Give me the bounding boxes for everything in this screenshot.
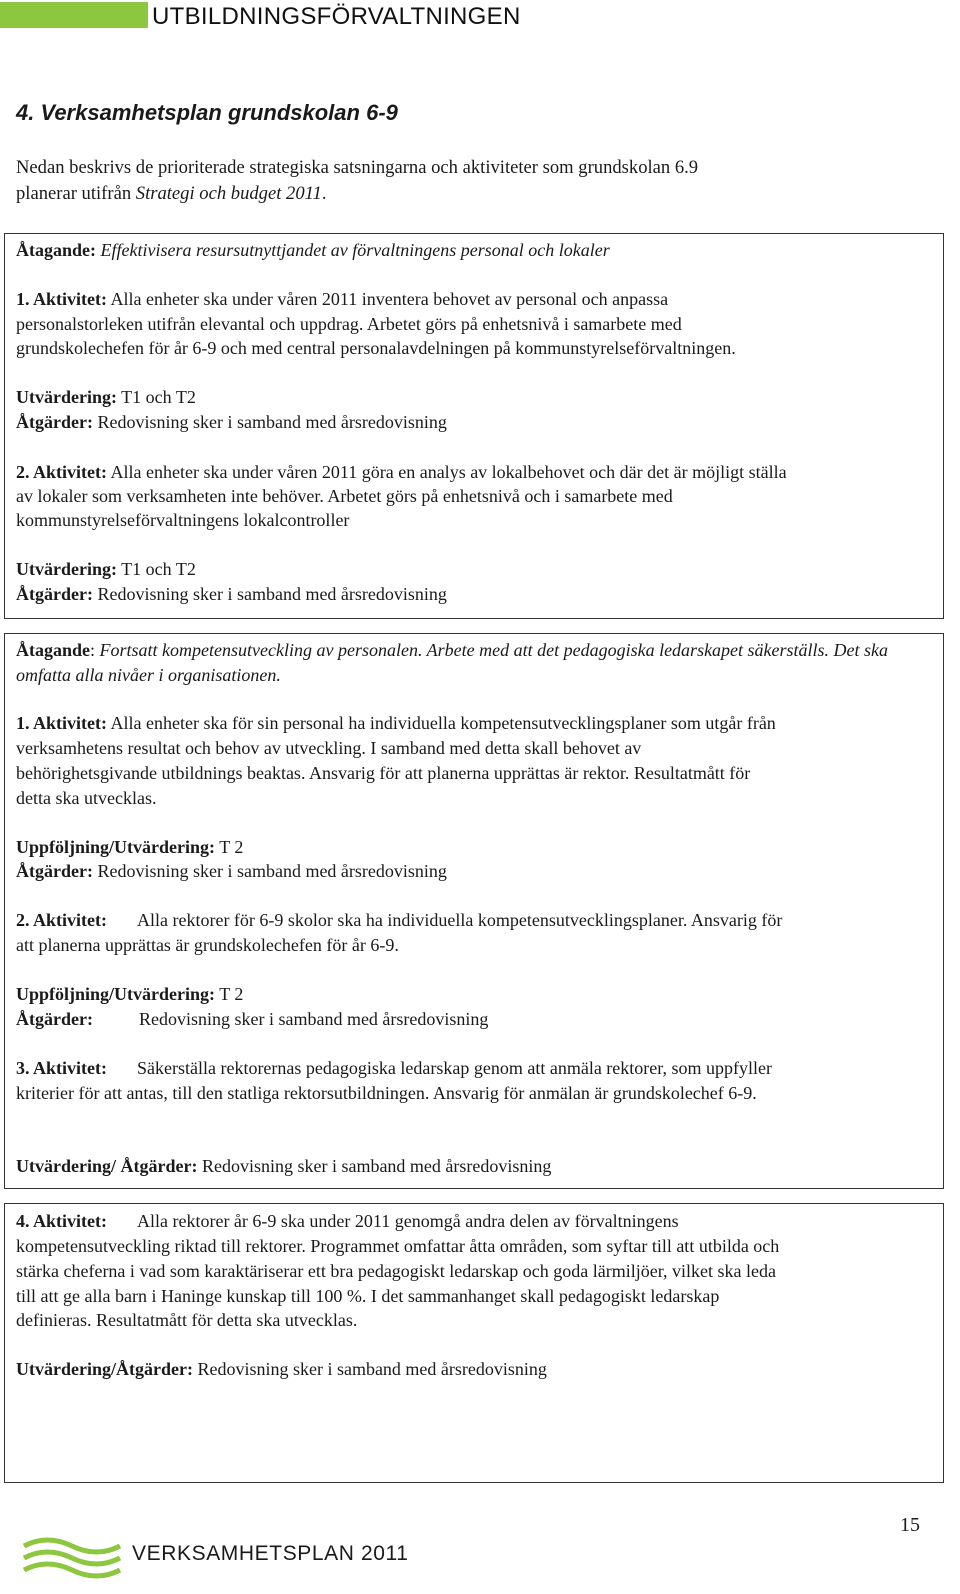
s2-activity-3: 3. Aktivitet: Säkerställa rektorernas pedagogiska ledarskap genom att anmäla rektorer, som uppfyller [16, 1058, 773, 1078]
s2-activity-1-line-4: detta ska utvecklas. [16, 788, 157, 808]
s1-activity-2-evaluation: Utvärdering: T1 och T2 [16, 559, 196, 579]
s2-activity-3-evaluation: Utvärdering/ Åtgärder: Redovisning sker i samband med årsredovisning [16, 1156, 552, 1176]
s2-activity-1: 1. Aktivitet: Alla enheter ska för sin personal ha individuella kompetensutvecklingsplaner som utgår från [16, 713, 776, 733]
s1-activity-2-line-2: av lokaler som verksamheten inte behöver. Arbetet görs på enhetsnivå och i samarbete med [16, 486, 673, 506]
s2-activity-3-line-2: kriterier för att antas, till den statliga rektorsutbildningen. Ansvarig för anmälan är grundskolechef 6-9. [16, 1083, 757, 1103]
s1-activity-1-evaluation: Utvärdering: T1 och T2 [16, 387, 196, 407]
s2-activity-1-line-3: behörighetsgivande utbildnings beaktas. Ansvarig för att planerna upprättas är rektor. Resultatmått för [16, 763, 751, 783]
s1-activity-2-actions: Åtgärder: Redovisning sker i samband med årsredovisning [16, 584, 447, 604]
s1-activity-2-line-3: kommunstyrelseförvaltningens lokalcontroller [16, 510, 350, 530]
header-green-bar [0, 2, 148, 28]
page-heading: 4. Verksamhetsplan grundskolan 6-9 [16, 100, 398, 125]
s1-activity-1-line-3: grundskolechefen för år 6-9 och med central personalavdelningen på kommunstyrelseförvaltningen. [16, 338, 736, 358]
commitment-1: Åtagande: Effektivisera resursutnyttjandet av förvaltningens personal och lokaler [16, 240, 610, 260]
intro-line-2: planerar utifrån Strategi och budget 2011. [16, 183, 327, 204]
s2-activity-1-actions: Åtgärder: Redovisning sker i samband med årsredovisning [16, 861, 447, 881]
s1-activity-1-actions: Åtgärder: Redovisning sker i samband med årsredovisning [16, 412, 447, 432]
intro-line-1: Nedan beskrivs de prioriterade strategiska satsningarna och aktiviteter som grundskolan 6.9 [16, 157, 699, 178]
s3-activity-4-line-4: till att ge alla barn i Haninge kunskap till 100 %. I det sammanhanget skall pedagogiskt ledarskap [16, 1286, 720, 1306]
s3-activity-4: 4. Aktivitet: Alla rektorer år 6-9 ska under 2011 genomgå andra delen av förvaltningens [16, 1211, 679, 1231]
commitment-2-line-2: omfatta alla nivåer i organisationen. [16, 665, 281, 685]
s3-activity-4-line-3: stärka cheferna i vad som karaktäriserar ett bra pedagogiskt ledarskap och goda lärmiljöer, vilket ska leda [16, 1261, 776, 1281]
s3-activity-4-evaluation: Utvärdering/Åtgärder: Redovisning sker i samband med årsredovisning [16, 1359, 547, 1379]
footer-title: VERKSAMHETSPLAN 2011 [132, 1542, 409, 1565]
haninge-logo-icon [22, 1532, 122, 1582]
s2-activity-2-actions: Åtgärder: Redovisning sker i samband med årsredovisning [16, 1009, 489, 1029]
s2-activity-1-evaluation: Uppföljning/Utvärdering: T 2 [16, 837, 244, 857]
commitment-2: Åtagande: Fortsatt kompetensutveckling av personalen. Arbete med att det pedagogiska ledarskapet säkerställs. Det ska [16, 640, 889, 660]
s3-activity-4-line-2: kompetensutveckling riktad till rektorer. Programmet omfattar åtta områden, som syftar till att utbilda och [16, 1236, 780, 1256]
s1-activity-1-line-2: personalstorleken utifrån elevantal och uppdrag. Arbetet görs på enhetsnivå i samarbete med [16, 314, 682, 334]
s1-activity-2: 2. Aktivitet: Alla enheter ska under våren 2011 göra en analys av lokalbehovet och där det är möjligt ställa [16, 462, 787, 482]
page-number: 15 [900, 1514, 920, 1536]
s3-activity-4-line-5: definieras. Resultatmått för detta ska utvecklas. [16, 1310, 358, 1330]
s2-activity-1-line-2: verksamhetens resultat och behov av utveckling. I samband med detta skall behovet av [16, 738, 642, 758]
s1-activity-1: 1. Aktivitet: Alla enheter ska under våren 2011 inventera behovet av personal och anpassa [16, 289, 669, 309]
s2-activity-2-evaluation: Uppföljning/Utvärdering: T 2 [16, 984, 244, 1004]
header-title: UTBILDNINGSFÖRVALTNINGEN [152, 3, 521, 30]
s2-activity-2-line-2: att planerna upprättas är grundskolechefen för år 6-9. [16, 935, 399, 955]
s2-activity-2: 2. Aktivitet: Alla rektorer för 6-9 skolor ska ha individuella kompetensutvecklingsplaner. Ansvarig för [16, 910, 783, 930]
